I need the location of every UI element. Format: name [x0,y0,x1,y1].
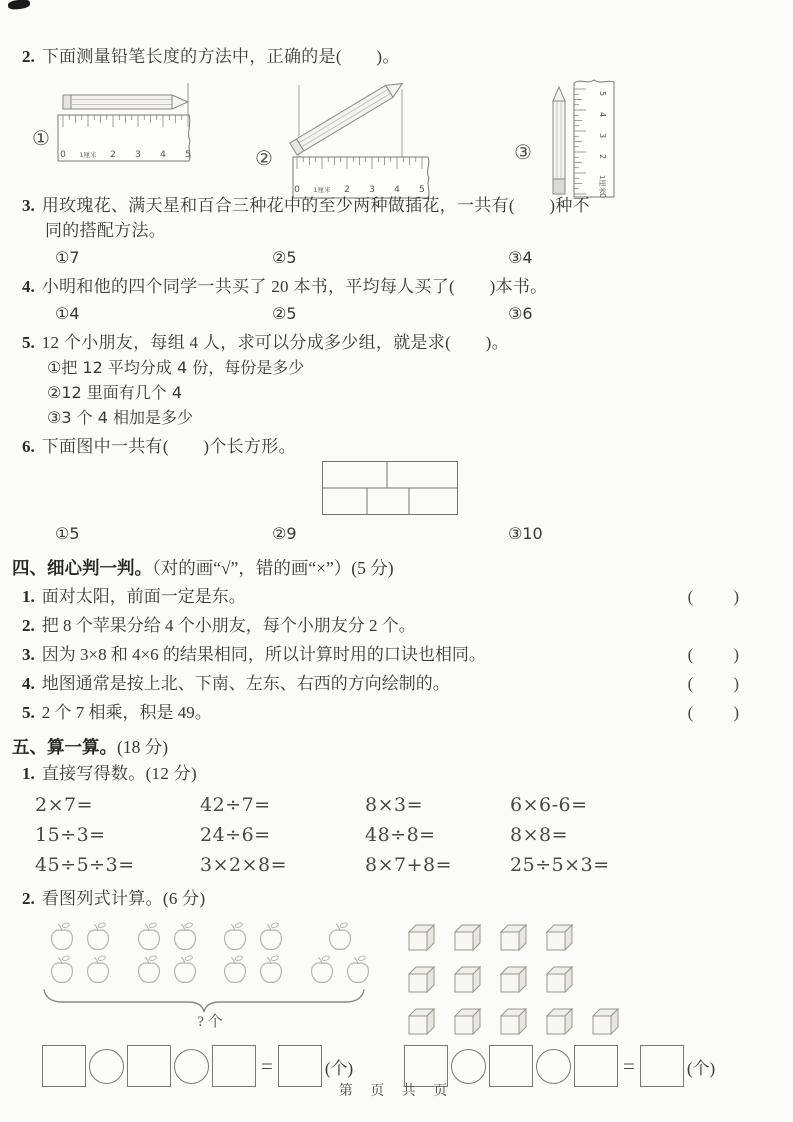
apple-icon [323,921,357,953]
apples-count-question: ? 个 [197,1014,223,1030]
subsection-1-number: 1. [22,764,35,783]
question-5-option-2: ②12 里面有几个 4 [47,383,183,402]
judge-item-3-number: 3. [22,645,35,664]
calc-expression: 8×3= [365,794,424,816]
section-5 [0,733,793,1087]
judge-item-2-text: 把 8 个苹果分给 4 个小朋友，每个小朋友分 2 个。 [41,616,416,635]
judge-item-5-number: 5. [22,703,35,722]
ruler-icon [574,80,614,198]
judge-item-1-text: 面对太阳，前面一定是东。 [41,587,246,606]
judge-item-3 [0,640,793,669]
cubes-problem [404,921,734,1087]
cube-row [404,963,734,997]
apples-problem [42,921,378,1087]
apple-group [215,921,292,986]
apple-row [129,954,206,986]
judge-item-4-number: 4. [22,674,35,693]
cube-icon [496,963,530,997]
apple-row [129,921,206,953]
pencil-icon [553,87,565,194]
ruler-mark: 4 [598,112,607,118]
subsection-2-title: 看图列式计算。 [41,889,163,908]
pencil-icon [290,78,406,155]
question-4-option-1: ①4 [55,304,80,323]
measure-diagram-2 [247,65,442,200]
unit-label: (个) [324,1058,354,1078]
question-4-number: 4. [22,277,35,296]
apple-group [129,921,206,986]
ruler-mark: 0 [60,150,66,160]
apple-icon [81,954,115,986]
ruler-mark: 1厘米 [79,151,97,159]
apple-icon [305,954,339,986]
operator-circle [536,1049,571,1084]
ruler-mark: 2 [110,150,116,160]
diagram-2-label: ② [255,146,273,170]
measure-diagram-1 [30,73,205,185]
question-3-option-2: ②5 [272,248,297,267]
question-2-number: 2. [22,47,35,66]
cube-icon [496,1005,530,1039]
apple-icon [81,921,115,953]
question-4-option-3: ③6 [508,304,533,323]
ruler-mark: 3 [135,150,141,160]
apple-icon [341,954,375,986]
ruler-mark: 1厘米 [313,186,331,194]
ruler-mark: 5 [598,91,607,97]
apple-icon [132,921,166,953]
calc-expression: 45÷5÷3= [35,854,135,876]
subsection-1-title: 直接写得数。 [41,764,146,783]
judge-item-4 [0,669,793,698]
calc-expression: 24÷6= [200,824,271,846]
ruler-mark: 0 [598,193,607,199]
question-3-option-3: ③4 [508,248,533,267]
judge-item-3-text: 因为 3×8 和 4×6 的结果相同，所以计算时用的口诀也相同。 [41,645,486,664]
question-2 [0,0,793,199]
apple-icon [218,921,252,953]
ruler-mark: 1厘米 [598,175,606,194]
judge-item-1 [0,582,793,611]
ruler-mark: 4 [160,150,166,160]
calc-expression: 8×7+8= [365,854,453,876]
section-4-subtitle: （对的画“√”，错的画“×”）(5 分) [152,558,394,578]
apple-icon [254,954,288,986]
apple-group [42,921,119,986]
question-5-text: 12 个小朋友，每组 4 人，求可以分成多少组，就是求( )。 [41,333,509,352]
question-3-option-1: ①7 [55,248,80,267]
ruler-icon [58,115,191,161]
calc-expression: 48÷8= [365,824,436,846]
picture-problems [42,921,793,1087]
cube-icon [404,963,438,997]
question-3-text-line2: 同的搭配方法。 [45,221,167,240]
cube-row [404,921,734,955]
judge-item-2-number: 2. [22,616,35,635]
measure-diagram-3 [514,67,626,199]
cube-icon [404,1005,438,1039]
ruler-mark: 5 [419,185,425,195]
cube-icon [404,921,438,955]
cube-row [404,1005,734,1039]
equals-sign: = [623,1053,635,1078]
apple-group [302,921,379,986]
question-5-option-1: ①把 12 平均分成 4 份，每份是多少 [47,358,305,377]
apple-row [215,954,292,986]
ruler-mark: 3 [598,133,607,139]
apple-row [42,954,119,986]
apple-icon [168,954,202,986]
pencil-icon [63,95,188,109]
question-4-option-2: ②5 [272,304,297,323]
pencil-measure-diagrams [30,73,793,199]
ruler-mark: 4 [394,185,400,195]
calc-expression: 8×8= [510,824,569,846]
question-5-option-3: ③3 个 4 相加是多少 [47,408,193,427]
operator-circle [451,1049,486,1084]
section-5-title: 五、算一算。 [12,737,117,757]
calc-expression: 15÷3= [35,824,106,846]
apple-icon [254,921,288,953]
calc-grid [35,790,793,880]
cube-icon [588,1005,622,1039]
cube-icon [542,921,576,955]
section-5-points: (18 分) [117,737,169,757]
judge-item-5-bracket: ( ) [687,703,741,722]
question-6-text: 下面图中一共有( )个长方形。 [41,437,296,456]
judge-item-4-text: 地图通常是按上北、下南、左东、右西的方向绘制的。 [41,674,450,693]
subsection-2-number: 2. [22,889,35,908]
question-3 [0,193,793,270]
calc-expression: 3×2×8= [200,854,288,876]
calc-expression: 42÷7= [200,794,271,816]
apple-groups [42,921,378,986]
judge-item-2 [0,611,793,640]
ruler-mark: 2 [344,185,350,195]
judge-item-5-text: 2 个 7 相乘，积是 49。 [41,703,212,722]
cube-icon [450,921,484,955]
cubes-figure [404,921,734,1039]
judge-item-3-bracket: ( ) [687,645,741,664]
apple-icon [218,954,252,986]
question-4 [0,274,793,326]
cube-icon [496,921,530,955]
question-6 [0,434,793,546]
apple-icon [45,921,79,953]
calc-expression: 25÷5×3= [510,854,610,876]
ruler-mark: 3 [369,185,375,195]
ruler-mark: 2 [598,154,607,160]
diagram-3-label: ③ [514,140,532,164]
ruler-mark: 0 [294,185,300,195]
operator-circle [89,1049,124,1084]
judge-item-1-number: 1. [22,587,35,606]
diagram-1-label: ① [32,126,50,150]
subsection-1-points: (12 分) [145,764,197,783]
cube-icon [542,1005,576,1039]
calc-expression: 2×7= [35,794,94,816]
question-5 [0,330,793,430]
apple-icon [45,954,79,986]
section-4-title: 四、细心判一判。 [12,558,152,578]
calc-expression: 6×6-6= [510,794,588,816]
apple-row [302,921,379,953]
unit-label: (个) [686,1058,716,1078]
brace-icon [42,987,366,1013]
cube-icon [542,963,576,997]
operator-circle [174,1049,209,1084]
apple-row [42,921,119,953]
rectangles-figure [322,461,458,515]
subsection-2-points: (6 分) [162,889,206,908]
ruler-icon [293,157,429,198]
question-3-text: 用玫瑰花、满天星和百合三种花中的至少两种做插花，一共有( )种不 [41,196,590,215]
judge-item-5 [0,698,793,727]
judge-item-1-bracket: ( ) [687,587,741,606]
judge-item-4-bracket: ( ) [687,674,741,693]
question-6-option-2: ②9 [272,524,297,543]
question-6-option-3: ③10 [508,524,543,543]
question-2-text: 下面测量铅笔长度的方法中，正确的是( )。 [41,47,400,66]
cube-icon [450,1005,484,1039]
ruler-mark: 5 [185,150,191,160]
question-6-option-1: ①5 [55,524,80,543]
question-4-text: 小明和他的四个同学一共买了 20 本书，平均每人买了( )本书。 [41,277,548,296]
question-5-number: 5. [22,333,35,352]
page-footer: 第 页 共 页 [338,1084,455,1099]
cube-icon [450,963,484,997]
section-4 [0,554,793,727]
apple-row [215,921,292,953]
question-3-number: 3. [22,196,35,215]
apple-row [302,954,379,986]
question-6-number: 6. [22,437,35,456]
apple-icon [168,921,202,953]
equals-sign: = [261,1053,273,1078]
apple-icon [132,954,166,986]
